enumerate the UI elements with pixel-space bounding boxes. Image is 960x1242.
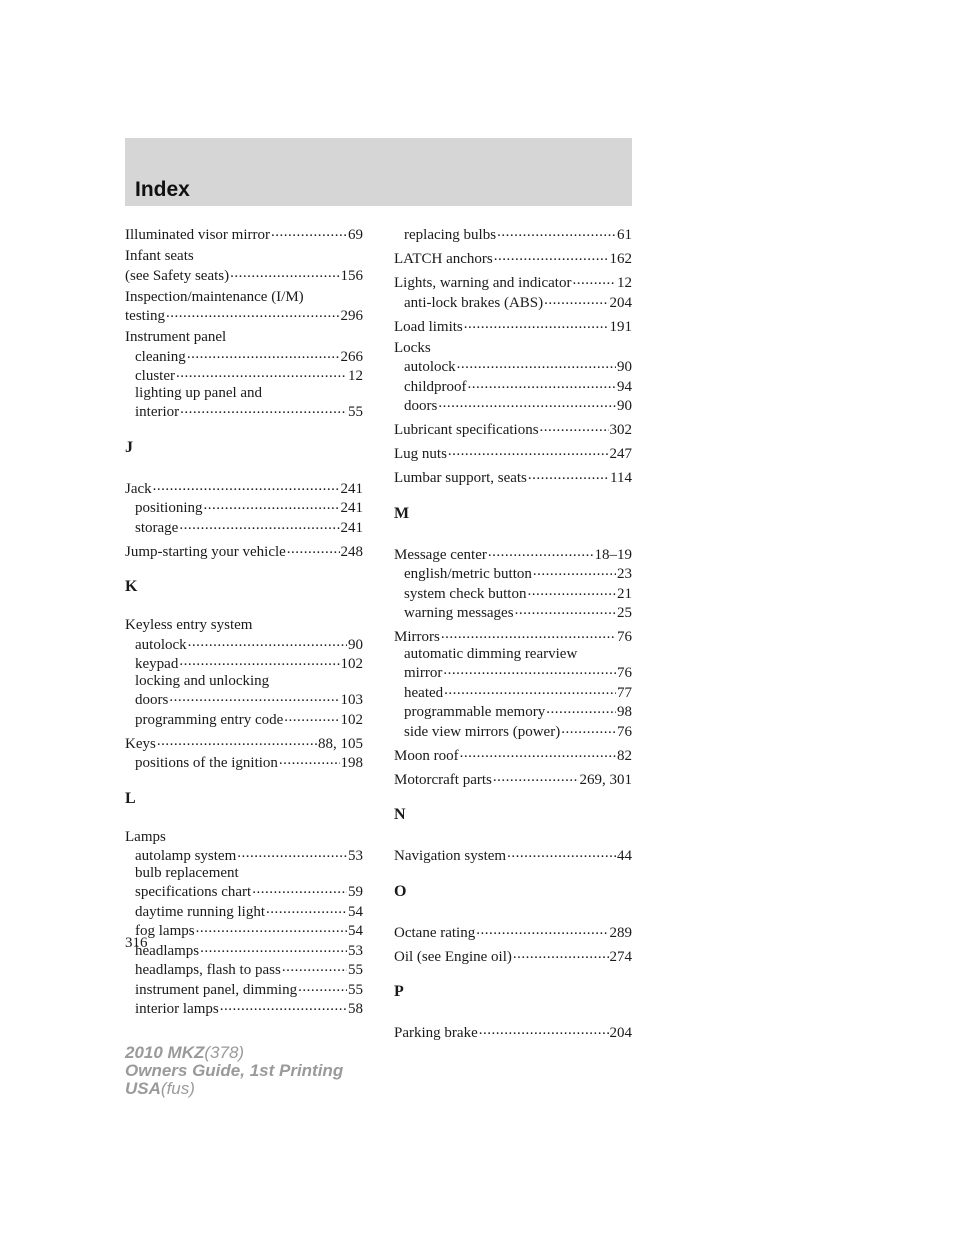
index-entry-line	[125, 617, 363, 634]
dot-leader	[507, 845, 616, 860]
dot-leader	[282, 959, 347, 974]
index-page-ref: 102	[340, 711, 363, 728]
index-entry-line	[394, 443, 632, 463]
index-entry	[394, 946, 632, 966]
index-page-ref: 191	[609, 318, 632, 335]
index-term: autolamp system	[135, 848, 237, 864]
index-entry	[125, 733, 363, 772]
index-subentry-line	[125, 634, 363, 654]
index-subentry-line	[125, 401, 363, 421]
index-entry-line	[125, 265, 363, 285]
index-subentry-line	[394, 646, 632, 663]
dot-leader	[298, 979, 347, 994]
index-term: Keys	[125, 735, 156, 752]
index-page-ref: 61	[617, 227, 632, 243]
index-section-letter: M	[394, 504, 410, 522]
dot-leader	[476, 922, 608, 937]
index-entry-line	[394, 745, 632, 765]
index-page-ref: 98	[617, 704, 632, 720]
index-subentry-line	[394, 662, 632, 682]
dot-leader	[179, 653, 339, 668]
index-term: Message center	[394, 546, 487, 563]
dot-leader	[488, 544, 594, 559]
index-term: interior	[135, 404, 180, 420]
index-entry	[394, 769, 632, 789]
index-term: Infant seats	[125, 248, 194, 264]
index-subentry-line	[125, 673, 363, 690]
index-subentry-line	[125, 653, 363, 673]
index-page-ref: 94	[617, 378, 632, 395]
dot-leader	[179, 517, 339, 532]
dot-leader	[515, 602, 616, 617]
index-section-letter: J	[125, 438, 133, 456]
index-page-ref: 248	[340, 543, 363, 560]
dot-leader	[237, 845, 347, 860]
index-page-ref: 54	[348, 923, 363, 939]
dot-leader	[546, 701, 616, 716]
index-page-ref: 12	[617, 275, 632, 291]
index-term: Lug nuts	[394, 446, 447, 462]
index-entry-line	[394, 922, 632, 942]
index-entry	[125, 541, 363, 561]
index-page-ref: 241	[340, 500, 363, 516]
index-page-ref: 76	[617, 723, 632, 740]
index-term: autolock	[404, 359, 456, 375]
dot-leader	[252, 881, 347, 896]
index-page-ref: 76	[617, 665, 632, 681]
index-term: Lights, warning and indicator	[394, 275, 572, 291]
index-term: Mirrors	[394, 629, 440, 645]
index-entry	[394, 745, 632, 765]
dot-leader	[266, 901, 347, 916]
footer-line-region	[125, 1080, 343, 1098]
index-page-ref: 53	[348, 848, 363, 864]
dot-leader	[230, 265, 339, 280]
index-page-ref: 77	[617, 684, 632, 701]
index-subentry-line	[125, 881, 363, 901]
index-entry-line	[394, 272, 632, 292]
dot-leader	[271, 224, 347, 239]
index-term: warning messages	[404, 605, 514, 621]
footer-line-model	[125, 1044, 343, 1062]
index-section-letter: L	[125, 789, 136, 807]
index-term: side view mirrors (power)	[404, 723, 561, 740]
index-term: Jump-starting your vehicle	[125, 543, 286, 560]
index-entry-line	[394, 626, 632, 646]
index-page-ref: 21	[617, 585, 632, 602]
index-term: Parking brake	[394, 1025, 478, 1041]
dot-leader	[493, 769, 579, 784]
dot-leader	[479, 1022, 609, 1037]
index-term: programmable memory	[404, 704, 546, 720]
index-entry-line	[125, 248, 363, 265]
index-page-ref: 296	[340, 308, 363, 324]
index-page-ref: 204	[609, 1025, 632, 1041]
dot-leader	[533, 563, 616, 578]
index-page-ref: 90	[617, 359, 632, 375]
dot-leader	[438, 395, 616, 410]
index-subentry-line	[394, 395, 632, 415]
index-page-ref: 53	[348, 942, 363, 959]
index-term: Jack	[125, 480, 152, 497]
index-page-ref: 55	[348, 962, 363, 978]
index-term: replacing bulbs	[404, 227, 497, 243]
dot-leader	[187, 346, 340, 361]
index-page-ref: 114	[610, 470, 632, 486]
index-page-ref: 103	[340, 692, 363, 708]
index-entry	[394, 467, 632, 487]
index-subentry-line	[125, 901, 363, 921]
index-page-ref: 23	[617, 566, 632, 582]
index-term: childproof	[404, 378, 467, 395]
index-entry	[125, 478, 363, 537]
index-subentry-line	[125, 959, 363, 979]
index-entry-line	[125, 329, 363, 346]
index-subentry-line	[125, 845, 363, 865]
index-entry	[394, 845, 632, 865]
dot-leader	[176, 365, 347, 380]
index-subentry-line	[125, 752, 363, 772]
index-term: instrument panel, dimming	[135, 981, 298, 998]
index-subentry-line	[394, 356, 632, 376]
index-page-ref: 69	[348, 227, 363, 243]
dot-leader	[528, 467, 609, 482]
index-entry	[125, 829, 363, 1018]
index-page-ref: 90	[348, 636, 363, 653]
index-entry	[125, 617, 363, 728]
index-subentry-line	[125, 517, 363, 537]
index-entry	[394, 316, 632, 336]
index-term: automatic dimming rearview	[404, 645, 578, 662]
index-term: Motorcraft parts	[394, 771, 492, 788]
index-page-ref: 247	[609, 446, 632, 462]
dot-leader	[544, 292, 608, 307]
index-entry-line	[125, 541, 363, 561]
index-subentry-line	[394, 602, 632, 622]
index-term: english/metric button	[404, 566, 532, 582]
index-term: Lubricant specifications	[394, 422, 539, 438]
index-term: Illuminated visor mirror	[125, 227, 270, 243]
index-subentry-line	[394, 292, 632, 312]
index-term: testing	[125, 308, 165, 324]
index-entry-line	[394, 419, 632, 439]
index-column-right	[394, 224, 632, 1046]
index-page-ref: 76	[617, 629, 632, 645]
index-entry-line	[394, 544, 632, 564]
index-page-ref: 59	[348, 884, 363, 900]
index-term: locking and unlocking	[135, 672, 270, 689]
index-entry-line	[394, 769, 632, 789]
index-term: Keyless entry system	[125, 617, 253, 633]
index-page-ref: 12	[348, 368, 363, 384]
index-page-ref: 162	[609, 251, 632, 267]
dot-leader	[287, 541, 340, 556]
index-term: keypad	[135, 656, 179, 672]
index-page-ref: 25	[617, 605, 632, 621]
index-term: fog lamps	[135, 923, 195, 939]
index-entry	[125, 329, 363, 421]
footer-region: USA	[125, 1079, 161, 1098]
index-term: heated	[404, 684, 444, 701]
index-entry	[394, 544, 632, 622]
index-page-ref: 54	[348, 903, 363, 920]
index-term: cluster	[135, 368, 175, 384]
index-term: system check button	[404, 585, 527, 602]
index-term: Navigation system	[394, 848, 507, 864]
index-term: Locks	[394, 339, 431, 356]
index-entry-line	[125, 305, 363, 325]
index-entry	[394, 224, 632, 244]
dot-leader	[457, 356, 616, 371]
index-term: programming entry code	[135, 711, 284, 728]
index-entry	[394, 248, 632, 268]
dot-leader	[444, 682, 616, 697]
index-page-ref: 82	[617, 747, 632, 764]
index-subentry-line	[394, 682, 632, 702]
index-page-ref: 302	[609, 422, 632, 438]
dot-leader	[180, 401, 347, 416]
index-subentry-line	[125, 385, 363, 402]
footer-line-guide	[125, 1062, 343, 1080]
index-page-ref: 241	[340, 519, 363, 536]
print-footer	[125, 1044, 343, 1098]
index-subentry-line	[125, 865, 363, 882]
index-term: storage	[135, 519, 179, 536]
page-title: Index	[135, 178, 190, 201]
index-entry-line	[394, 248, 632, 268]
dot-leader	[460, 745, 616, 760]
index-page-ref: 204	[609, 294, 632, 311]
index-term: interior lamps	[135, 1001, 219, 1017]
index-term: Oil (see Engine oil)	[394, 948, 512, 965]
index-term: Inspection/maintenance (I/M)	[125, 288, 304, 305]
index-entry-line	[394, 467, 632, 487]
index-term: positioning	[135, 500, 203, 516]
dot-leader	[169, 689, 339, 704]
index-page-ref: 44	[617, 848, 632, 864]
index-entry	[394, 340, 632, 415]
index-term: Load limits	[394, 318, 463, 335]
index-term: headlamps, flash to pass	[135, 962, 281, 978]
index-term: mirror	[404, 665, 443, 681]
index-subentry-line	[125, 709, 363, 729]
index-subentry-line	[125, 689, 363, 709]
dot-leader	[200, 940, 347, 955]
dot-leader	[561, 721, 616, 736]
index-entry	[125, 224, 363, 244]
index-subentry-line	[394, 224, 632, 244]
index-term: positions of the ignition	[135, 755, 278, 771]
index-entry	[394, 922, 632, 942]
index-page-ref: 102	[340, 656, 363, 672]
index-subentry-line	[394, 563, 632, 583]
dot-leader	[284, 709, 339, 724]
index-term: cleaning	[135, 348, 186, 365]
index-term: Moon roof	[394, 747, 459, 764]
index-term: (see Safety seats)	[125, 267, 230, 284]
index-header-band	[125, 138, 632, 206]
index-page-ref: 55	[348, 981, 363, 998]
index-page-ref: 156	[340, 267, 363, 284]
index-page-ref: 90	[617, 398, 632, 414]
dot-leader	[443, 662, 616, 677]
index-section-letter: P	[394, 983, 404, 1000]
index-entry-line	[125, 289, 363, 306]
index-entry-line	[125, 733, 363, 753]
index-term: headlamps	[135, 942, 200, 959]
dot-leader	[441, 626, 616, 641]
index-subentry-line	[125, 365, 363, 385]
footer-guide: Owners Guide, 1st Printing	[125, 1061, 344, 1080]
index-term: doors	[135, 692, 169, 708]
footer-model: 2010 MKZ	[125, 1043, 205, 1062]
index-page-ref: 269, 301	[579, 771, 632, 788]
dot-leader	[513, 946, 609, 961]
index-entry	[394, 272, 632, 311]
dot-leader	[448, 443, 609, 458]
index-page-ref: 55	[348, 404, 363, 420]
index-entry	[394, 1022, 632, 1042]
index-subentry-line	[394, 721, 632, 741]
index-term: autolock	[135, 636, 187, 653]
dot-leader	[467, 376, 616, 391]
dot-leader	[497, 224, 616, 239]
index-subentry-line	[125, 346, 363, 366]
index-page-ref: 88, 105	[318, 735, 363, 752]
index-page-ref: 241	[340, 480, 363, 497]
index-column-left	[125, 224, 363, 1022]
index-section-letter: N	[394, 806, 406, 823]
index-entry-line	[125, 829, 363, 846]
index-entry-line	[125, 224, 363, 244]
dot-leader	[494, 248, 609, 263]
dot-leader	[153, 478, 340, 493]
index-term: bulb replacement	[135, 864, 239, 881]
index-subentry-line	[125, 940, 363, 960]
dot-leader	[540, 419, 609, 434]
index-entry-line	[394, 845, 632, 865]
index-term: lighting up panel and	[135, 384, 263, 401]
index-entry-line	[394, 316, 632, 336]
index-entry	[125, 289, 363, 325]
index-entry-line	[394, 340, 632, 357]
index-subentry-line	[125, 497, 363, 517]
index-term: specifications chart	[135, 884, 252, 900]
index-section-letter: O	[394, 882, 407, 900]
dot-leader	[220, 998, 347, 1013]
dot-leader	[464, 316, 609, 331]
index-entry-line	[394, 946, 632, 966]
dot-leader	[157, 733, 317, 748]
dot-leader	[196, 920, 347, 935]
dot-leader	[527, 583, 616, 598]
index-page-ref: 274	[609, 948, 632, 965]
dot-leader	[166, 305, 340, 320]
index-entry	[394, 419, 632, 439]
index-term: anti-lock brakes (ABS)	[404, 294, 544, 311]
dot-leader	[188, 634, 347, 649]
dot-leader	[279, 752, 340, 767]
page-number: 316	[125, 935, 148, 951]
index-term: Lumbar support, seats	[394, 470, 527, 486]
index-term: Lamps	[125, 828, 166, 845]
index-term: daytime running light	[135, 903, 265, 920]
index-term: LATCH anchors	[394, 251, 493, 267]
index-subentry-line	[394, 583, 632, 603]
index-page-ref: 289	[609, 924, 632, 941]
index-entry-line	[125, 478, 363, 498]
index-page-ref: 18–19	[594, 546, 632, 563]
index-term: Octane rating	[394, 924, 476, 941]
index-subentry-line	[125, 998, 363, 1018]
index-section-letter: K	[125, 578, 138, 595]
index-term: Instrument panel	[125, 329, 227, 345]
index-page-ref: 198	[340, 755, 363, 771]
index-subentry-line	[394, 376, 632, 396]
index-entry	[394, 626, 632, 740]
index-page-ref: 58	[348, 1001, 363, 1017]
footer-region-code: (fus)	[160, 1079, 195, 1098]
index-subentry-line	[394, 701, 632, 721]
dot-leader	[204, 497, 340, 512]
index-entry-line	[394, 1022, 632, 1042]
index-subentry-line	[125, 979, 363, 999]
index-subentry-line	[125, 920, 363, 940]
dot-leader	[572, 272, 616, 287]
index-term: doors	[404, 398, 438, 414]
index-entry	[125, 248, 363, 284]
index-page-ref: 266	[340, 348, 363, 365]
footer-model-code: (378)	[204, 1043, 245, 1062]
index-entry	[394, 443, 632, 463]
